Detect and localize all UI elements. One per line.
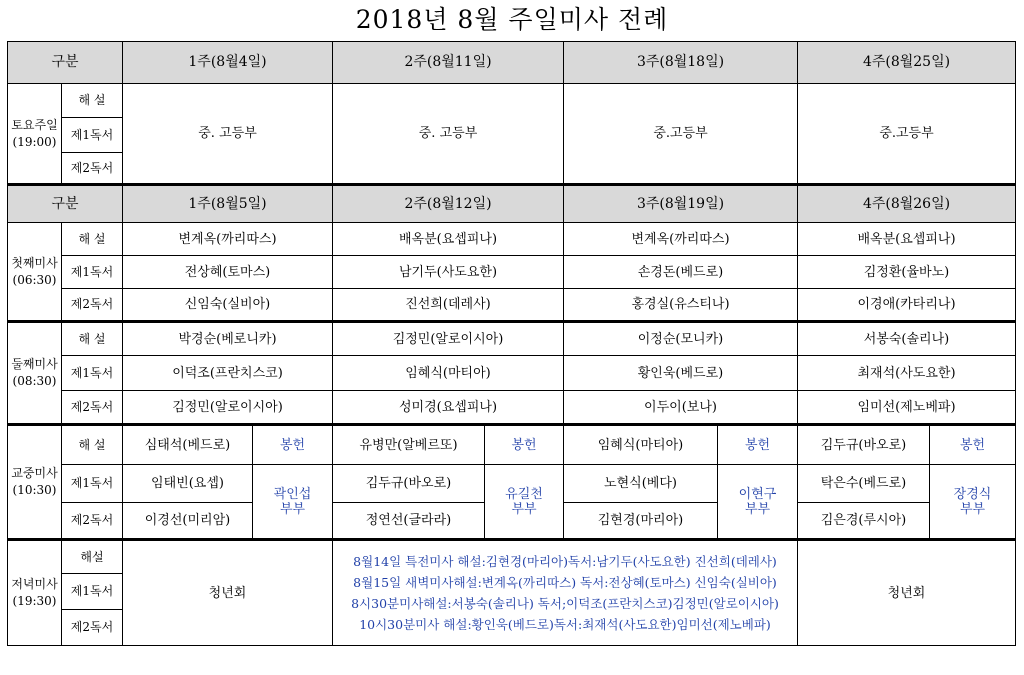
- mass3-reading1-3: 노현식(베다): [564, 465, 718, 503]
- week-header-3: 3주(8월18일): [564, 42, 798, 84]
- mass3-reading1-2: 김두규(바오로): [333, 465, 485, 503]
- saturday-group-3: 중.고등부: [564, 84, 798, 185]
- couple-label-2: 부부: [511, 501, 537, 517]
- offering-couple-4: [930, 465, 1016, 540]
- saturday-group-1: 중. 고등부: [123, 84, 333, 185]
- mass3-commentary-4: 김두규(바오로): [798, 425, 930, 465]
- role-reading2: 제2독서: [62, 610, 123, 646]
- note-line-1: 8월14일 특전미사 해설:김현경(마리아)독서:남기두(사도요한) 진선희(데레사): [353, 554, 777, 569]
- mass1-reading2-1: 신임숙(실비아): [123, 289, 333, 322]
- couple-label-4: 부부: [959, 501, 986, 517]
- saturday-mass-label: 토요주일(19:00): [8, 84, 62, 185]
- role-reading1: 제1독서: [62, 574, 123, 610]
- role-reading1: 제1독서: [62, 356, 123, 391]
- role-reading1: 제1독서: [62, 256, 123, 289]
- offering-couple-2: [485, 465, 564, 540]
- mass3-commentary-1: 심태석(베드로): [123, 425, 253, 465]
- sunday-week-header-2: 2주(8월12일): [333, 185, 564, 223]
- offering-name-4: 장경식: [953, 486, 992, 502]
- special-mass-notes: [333, 540, 798, 646]
- week-header-4: 4주(8월25일): [798, 42, 1016, 84]
- mass2-label: 둘째미사(08:30): [8, 322, 62, 425]
- mass3-reading2-4: 김은경(루시아): [798, 503, 930, 540]
- mass1-commentary-2: 배옥분(요셉피나): [333, 223, 564, 256]
- mass1-commentary-1: 변계옥(까리따스): [123, 223, 333, 256]
- role-reading2: 제2독서: [62, 153, 123, 185]
- mass2-reading2-4: 임미선(제노베파): [798, 391, 1016, 425]
- mass3-reading1-1: 임태빈(요셉): [123, 465, 253, 503]
- offering-name-2: 유길천: [505, 486, 543, 502]
- role-reading2: 제2독서: [62, 289, 123, 322]
- mass4-group-left: 청년회: [123, 540, 333, 646]
- note-line-3: 8시30분미사해설:서봉숙(솔리나) 독서;이덕조(프란치스코)김정민(알로이시아): [351, 596, 779, 611]
- role-commentary-compact: 해설: [62, 540, 123, 574]
- section-header-label-sunday: 구분: [8, 185, 123, 223]
- mass1-label: 첫째미사(06:30): [8, 223, 62, 322]
- mass2-reading1-4: 최재석(사도요한): [798, 356, 1016, 391]
- note-line-2: 8월15일 새벽미사해설:변계옥(까리따스) 독서:전상혜(토마스) 신임숙(실비아): [353, 575, 777, 590]
- mass1-reading2-4: 이경애(카타리나): [798, 289, 1016, 322]
- offering-label-2: 봉헌: [485, 425, 564, 465]
- mass4-label: 저녁미사(19:30): [8, 540, 62, 646]
- mass2-commentary-3: 이정순(모니카): [564, 322, 798, 356]
- mass2-commentary-2: 김정민(알로이시아): [333, 322, 564, 356]
- offering-label-1: 봉헌: [253, 425, 333, 465]
- role-reading1: 제1독서: [62, 118, 123, 153]
- mass1-reading1-4: 김정환(율바노): [798, 256, 1016, 289]
- mass1-reading1-3: 손경돈(베드로): [564, 256, 798, 289]
- mass1-commentary-3: 변계옥(까리따스): [564, 223, 798, 256]
- mass1-reading1-2: 남기두(사도요한): [333, 256, 564, 289]
- mass4-group-right: 청년회: [798, 540, 1016, 646]
- mass1-reading2-3: 홍경실(유스티나): [564, 289, 798, 322]
- saturday-group-2: 중. 고등부: [333, 84, 564, 185]
- mass2-reading1-3: 황인욱(베드로): [564, 356, 798, 391]
- week-header-1: 1주(8월4일): [123, 42, 333, 84]
- role-reading2: 제2독서: [62, 391, 123, 425]
- saturday-group-4: 중.고등부: [798, 84, 1016, 185]
- mass3-reading2-2: 정연선(글라라): [333, 503, 485, 540]
- couple-label-3: 부부: [744, 501, 771, 517]
- mass3-reading2-3: 김현경(마리아): [564, 503, 718, 540]
- page-title: 2018년 8월 주일미사 전례: [355, 5, 669, 34]
- mass3-label: 교중미사(10:30): [8, 425, 62, 540]
- week-header-2: 2주(8월11일): [333, 42, 564, 84]
- offering-couple-3: [718, 465, 798, 540]
- role-reading1: 제1독서: [62, 465, 123, 503]
- offering-couple-1: [253, 465, 333, 540]
- mass3-reading1-4: 탁은수(베드로): [798, 465, 930, 503]
- mass2-reading2-2: 성미경(요셉피나): [333, 391, 564, 425]
- role-commentary: 해 설: [62, 84, 123, 118]
- mass2-reading1-2: 임혜식(마티아): [333, 356, 564, 391]
- mass3-reading2-1: 이경선(미리암): [123, 503, 253, 540]
- mass2-commentary-1: 박경순(베로니카): [123, 322, 333, 356]
- mass3-commentary-2: 유병만(알베르또): [333, 425, 485, 465]
- sunday-week-header-1: 1주(8월5일): [123, 185, 333, 223]
- offering-name-1: 곽인섭: [273, 486, 312, 502]
- sunday-week-header-4: 4주(8월26일): [798, 185, 1016, 223]
- role-commentary: 해 설: [62, 223, 123, 256]
- role-commentary: 해 설: [62, 425, 123, 465]
- schedule-table: [7, 41, 1016, 646]
- mass1-commentary-4: 배옥분(요셉피나): [798, 223, 1016, 256]
- mass2-commentary-4: 서봉숙(솔리나): [798, 322, 1016, 356]
- mass3-commentary-3: 임혜식(마티아): [564, 425, 718, 465]
- section-header-label: 구분: [8, 42, 123, 84]
- role-reading2: 제2독서: [62, 503, 123, 540]
- mass1-reading1-1: 전상혜(토마스): [123, 256, 333, 289]
- couple-label-1: 부부: [279, 501, 306, 517]
- mass2-reading2-3: 이두이(보나): [564, 391, 798, 425]
- offering-name-3: 이현구: [738, 486, 777, 502]
- mass2-reading1-1: 이덕조(프란치스코): [123, 356, 333, 391]
- offering-label-3: 봉헌: [718, 425, 798, 465]
- offering-label-4: 봉헌: [930, 425, 1016, 465]
- mass1-reading2-2: 진선희(데레사): [333, 289, 564, 322]
- mass2-reading2-1: 김정민(알로이시아): [123, 391, 333, 425]
- note-line-4: 10시30분미사 해설:황인욱(베드로)독서:최재석(사도요한)임미선(제노베파): [359, 617, 771, 632]
- role-commentary: 해 설: [62, 322, 123, 356]
- sunday-week-header-3: 3주(8월19일): [564, 185, 798, 223]
